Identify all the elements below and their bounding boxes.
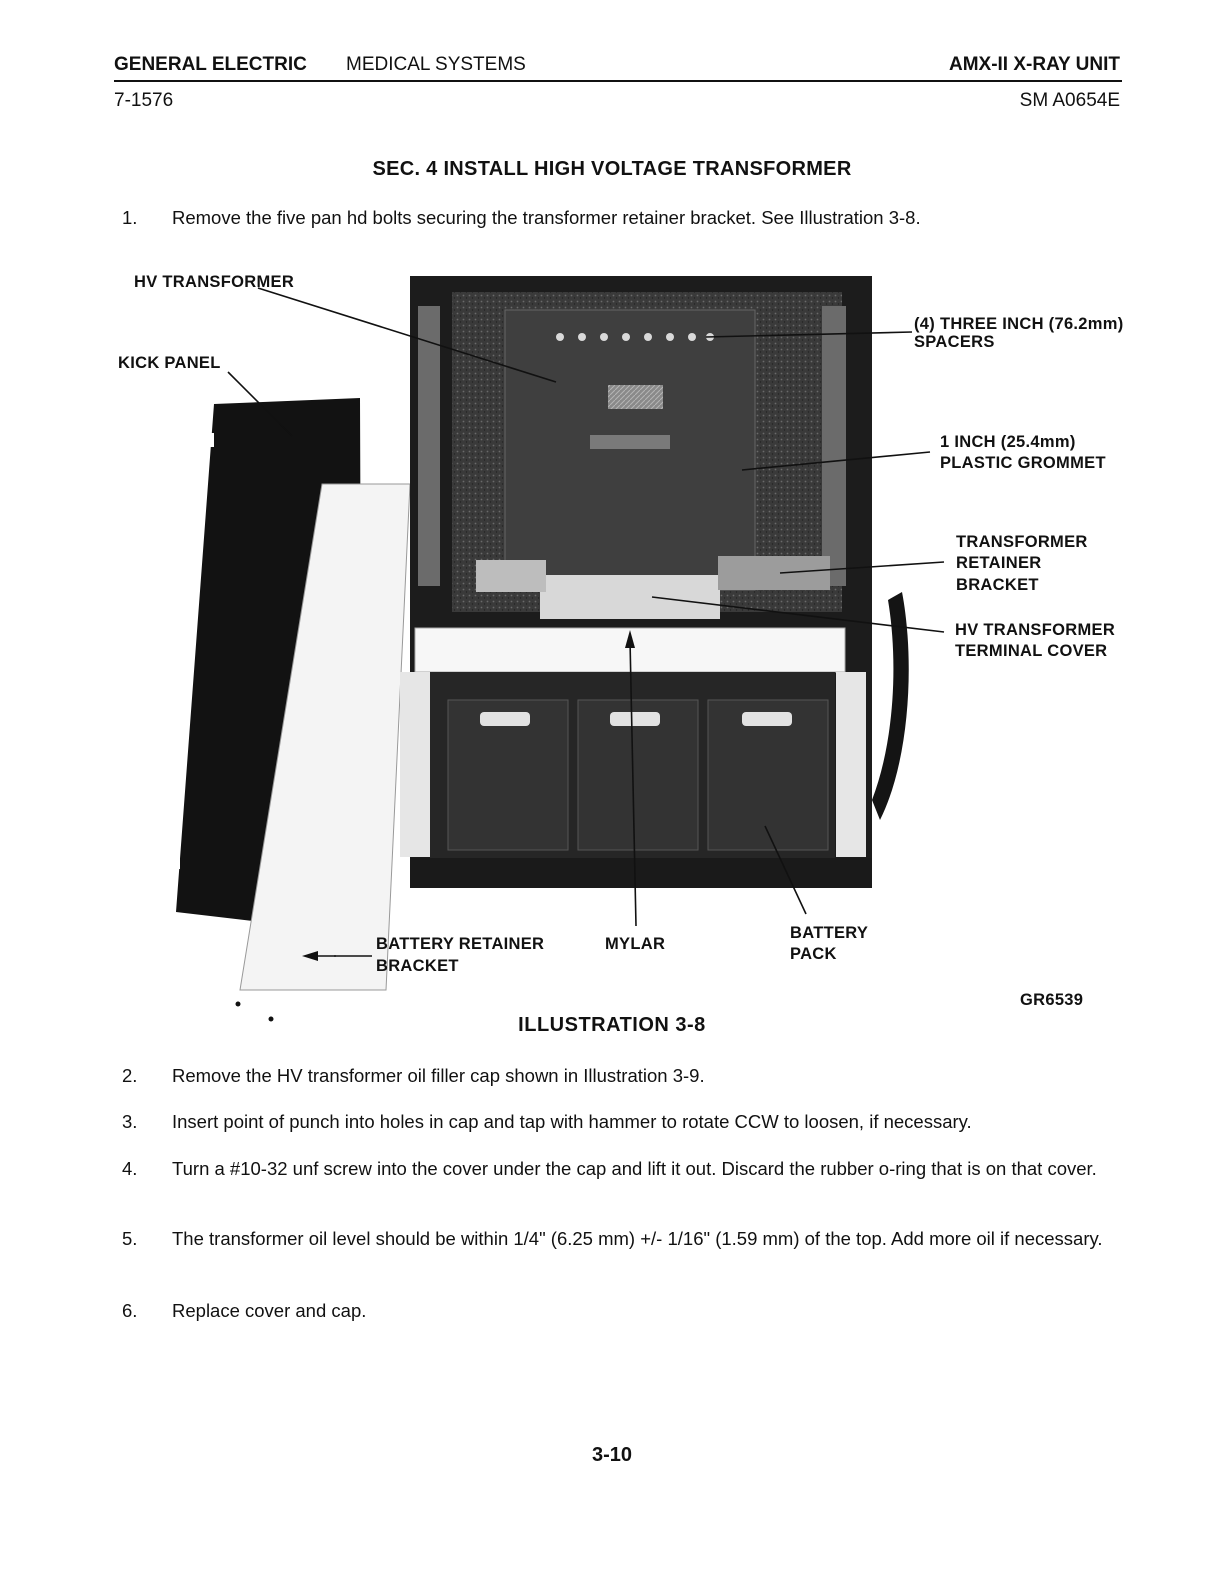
step-number: 5. (122, 1228, 138, 1249)
step-3 (0, 1109, 1224, 1139)
step-text: Remove the five pan hd bolts securing the transformer retainer bracket. See Illustration 3-8. (172, 207, 921, 228)
illustration-title: ILLUSTRATION 3-8 (518, 1014, 706, 1036)
manual-id: SM A0654E (1019, 90, 1120, 111)
company-name: GENERAL ELECTRIC (114, 54, 307, 75)
step-text: Remove the HV transformer oil filler cap shown in Illustration 3-9. (172, 1065, 705, 1086)
callout-spacers-line1: (4) THREE INCH (76.2mm) (914, 315, 1124, 333)
step-2 (0, 1063, 1224, 1093)
callout-bracket-line1: TRANSFORMER (956, 533, 1088, 551)
product-name: AMX-II X-RAY UNIT (948, 54, 1120, 75)
step-number: 1. (122, 207, 138, 228)
callout-battery-bracket-line2: BRACKET (376, 957, 459, 975)
callout-battery-pack-line2: PACK (790, 945, 837, 963)
callout-terminal-line1: HV TRANSFORMER (955, 621, 1116, 639)
step-number: 6. (122, 1300, 138, 1321)
step-text: Replace cover and cap. (172, 1300, 367, 1321)
step-text: Turn a #10-32 unf screw into the cover under the cap and lift it out. Discard the rubber o-ring that is on that cover. (172, 1158, 1097, 1179)
page-number: 3-10 (591, 1444, 633, 1466)
step-number: 3. (122, 1111, 138, 1132)
callout-bracket-line2: RETAINER (956, 554, 1042, 572)
division-name: MEDICAL SYSTEMS (346, 54, 526, 75)
callout-hv-transformer: HV TRANSFORMER (134, 273, 295, 291)
callout-mylar: MYLAR (605, 935, 666, 953)
callout-grommet-line2: PLASTIC GROMMET (940, 454, 1106, 472)
terminal-cover-shape (540, 575, 720, 619)
callout-grommet-line1: 1 INCH (25.4mm) (940, 433, 1076, 451)
callout-terminal-line2: TERMINAL COVER (955, 642, 1108, 660)
step-6 (0, 1298, 1224, 1328)
callout-battery-bracket-line1: BATTERY RETAINER (376, 935, 545, 953)
callout-kick-panel: KICK PANEL (118, 354, 221, 372)
step-number: 2. (122, 1065, 138, 1086)
figure-code: GR6539 (1020, 991, 1084, 1009)
step-text: The transformer oil level should be within 1/4" (6.25 mm) +/- 1/16" (1.59 mm) of the top. Add more oil if necessary. (172, 1228, 1103, 1249)
callout-bracket-line3: BRACKET (956, 576, 1039, 594)
callout-battery-pack-line1: BATTERY (790, 924, 869, 942)
doc-number: 7-1576 (114, 90, 174, 111)
section-title: SEC. 4 INSTALL HIGH VOLTAGE TRANSFORMER (372, 158, 852, 180)
step-number: 4. (122, 1158, 138, 1179)
step-4 (0, 1156, 1224, 1212)
step-5 (0, 1226, 1224, 1282)
callout-spacers-line2: SPACERS (914, 333, 995, 351)
step-text: Insert point of punch into holes in cap and tap with hammer to rotate CCW to loosen, if necessary. (172, 1111, 972, 1132)
